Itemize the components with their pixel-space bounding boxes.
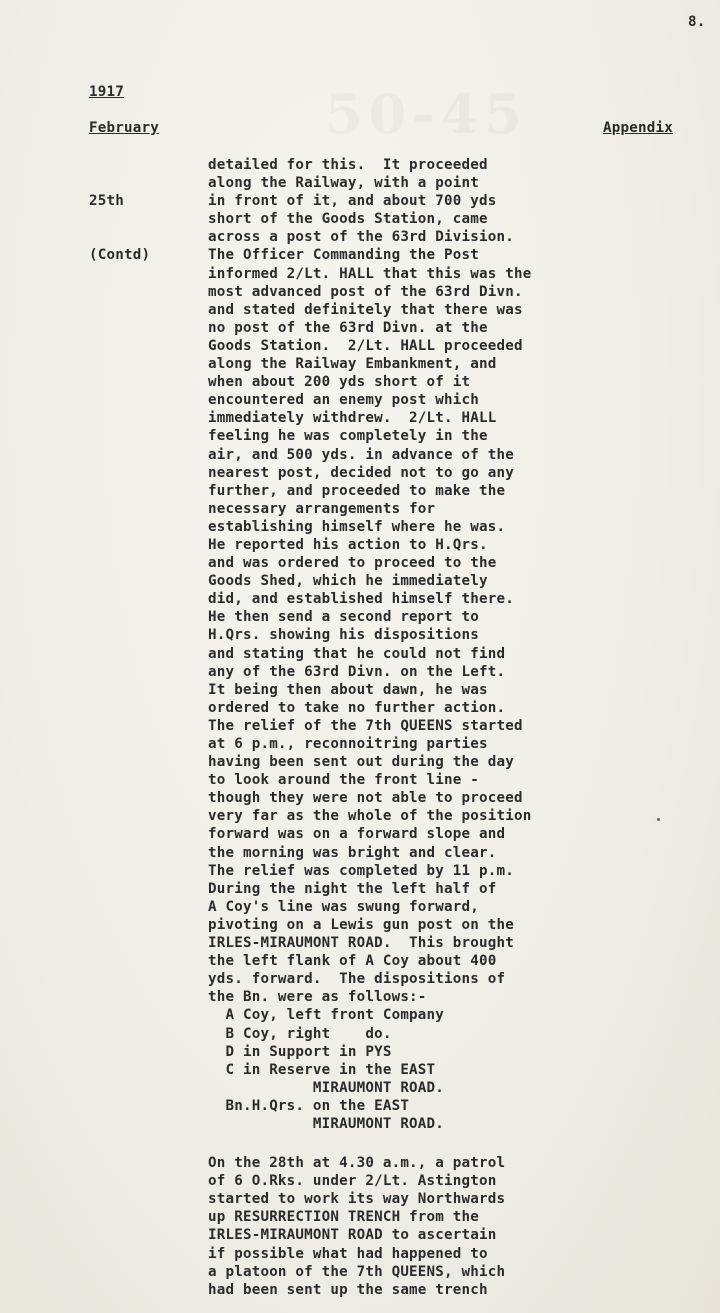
text-line: During the night the left half of — [208, 880, 497, 897]
text-line: The relief of the 7th QUEENS started — [208, 717, 523, 734]
text-line: up RESURRECTION TRENCH from the — [208, 1209, 479, 1226]
text-line: A Coy's line was swung forward, — [208, 898, 479, 915]
text-line: It being then about dawn, he was — [208, 681, 488, 698]
text-line: along the Railway, with a point — [208, 175, 479, 192]
text-line: started to work its way Northwards — [208, 1191, 506, 1208]
entry-body — [208, 156, 531, 1299]
text-line: along the Railway Embankment, and — [208, 356, 497, 373]
text-line: IRLES-MIRAUMONT ROAD to ascertain — [208, 1227, 497, 1244]
text-line: the left flank of A Coy about 400 — [208, 953, 497, 970]
text-line: and stated definitely that there was — [208, 301, 523, 318]
text-line: further, and proceeded to make the — [208, 482, 506, 499]
text-line: did, and established himself there. — [208, 591, 514, 608]
text-line: pivoting on a Lewis gun post on the — [208, 916, 514, 933]
text-line: having been sent out during the day — [208, 754, 514, 771]
paper-speck — [657, 818, 660, 821]
text-line: had been sent up the same trench — [208, 1281, 488, 1298]
text-line: He then send a second report to — [208, 609, 479, 626]
text-line: at 6 p.m., reconnoitring parties — [208, 736, 488, 752]
text-line: though they were not able to proceed — [208, 790, 523, 807]
entry-date-column — [89, 156, 150, 301]
text-line: informed 2/Lt. HALL that this was the — [208, 265, 532, 282]
page-number: 8. — [688, 14, 706, 30]
text-line: no post of the 63rd Divn. at the — [208, 319, 488, 336]
text-line: The Officer Commanding the Post — [208, 247, 479, 264]
text-line: of 6 O.Rks. under 2/Lt. Astington — [208, 1173, 497, 1190]
text-line: very far as the whole of the position — [208, 808, 532, 825]
text-line: C in Reserve in the EAST — [208, 1061, 436, 1078]
text-line: forward was on a forward slope and — [208, 826, 506, 843]
text-line: immediately withdrew. 2/Lt. HALL — [208, 410, 497, 427]
text-line: necessary arrangements for — [208, 500, 436, 517]
year-heading: 1917 — [89, 84, 124, 100]
text-line: establishing himself where he was. — [208, 518, 506, 535]
text-line: IRLES-MIRAUMONT ROAD. This brought — [208, 935, 514, 952]
text-line: nearest post, decided not to go any — [208, 464, 514, 481]
entry-date: 25th — [89, 193, 124, 210]
text-line: detailed for this. It proceeded — [208, 157, 488, 173]
text-line: the Bn. were as follows:- — [208, 989, 427, 1006]
text-line: across a post of the 63rd Division. — [208, 229, 514, 246]
faint-watermark: 50-45 — [325, 82, 528, 146]
text-line: if possible what had happened to — [208, 1245, 488, 1262]
text-line: MIRAUMONT ROAD. — [208, 1079, 445, 1096]
text-line: feeling he was completely in the — [208, 428, 488, 445]
text-line: The relief was completed by 11 p.m. — [208, 862, 514, 879]
text-line: D in Support in PYS — [208, 1043, 392, 1060]
entry-continued-label: (Contd) — [89, 247, 151, 264]
text-line: ordered to take no further action. — [208, 699, 506, 716]
text-line: Bn.H.Qrs. on the EAST — [208, 1097, 410, 1114]
text-line: in front of it, and about 700 yds — [208, 193, 497, 210]
text-line: the morning was bright and clear. — [208, 844, 497, 861]
text-line: A Coy, left front Company — [208, 1007, 445, 1024]
text-line: to look around the front line - — [208, 772, 479, 789]
text-line: and was ordered to proceed to the — [208, 555, 497, 572]
text-line: most advanced post of the 63rd Divn. — [208, 283, 523, 300]
text-line: Goods Shed, which he immediately — [208, 573, 488, 590]
text-line: and stating that he could not find — [208, 645, 506, 662]
text-line: H.Qrs. showing his dispositions — [208, 627, 479, 644]
text-line: air, and 500 yds. in advance of the — [208, 446, 514, 463]
text-line: B Coy, right do. — [208, 1025, 392, 1042]
month-heading: February — [89, 120, 159, 136]
text-line: Goods Station. 2/Lt. HALL proceeded — [208, 337, 523, 354]
paragraph-gap — [208, 1133, 531, 1154]
appendix-heading: Appendix — [603, 120, 673, 136]
text-line: when about 200 yds short of it — [208, 374, 471, 391]
text-line: On the 28th at 4.30 a.m., a patrol — [208, 1155, 506, 1172]
text-line: a platoon of the 7th QUEENS, which — [208, 1263, 506, 1280]
text-line: He reported his action to H.Qrs. — [208, 536, 488, 553]
text-line: yds. forward. The dispositions of — [208, 971, 506, 988]
text-line: MIRAUMONT ROAD. — [208, 1115, 445, 1132]
text-line: short of the Goods Station, came — [208, 211, 488, 228]
text-line: encountered an enemy post which — [208, 392, 479, 409]
text-line: any of the 63rd Divn. on the Left. — [208, 663, 506, 680]
